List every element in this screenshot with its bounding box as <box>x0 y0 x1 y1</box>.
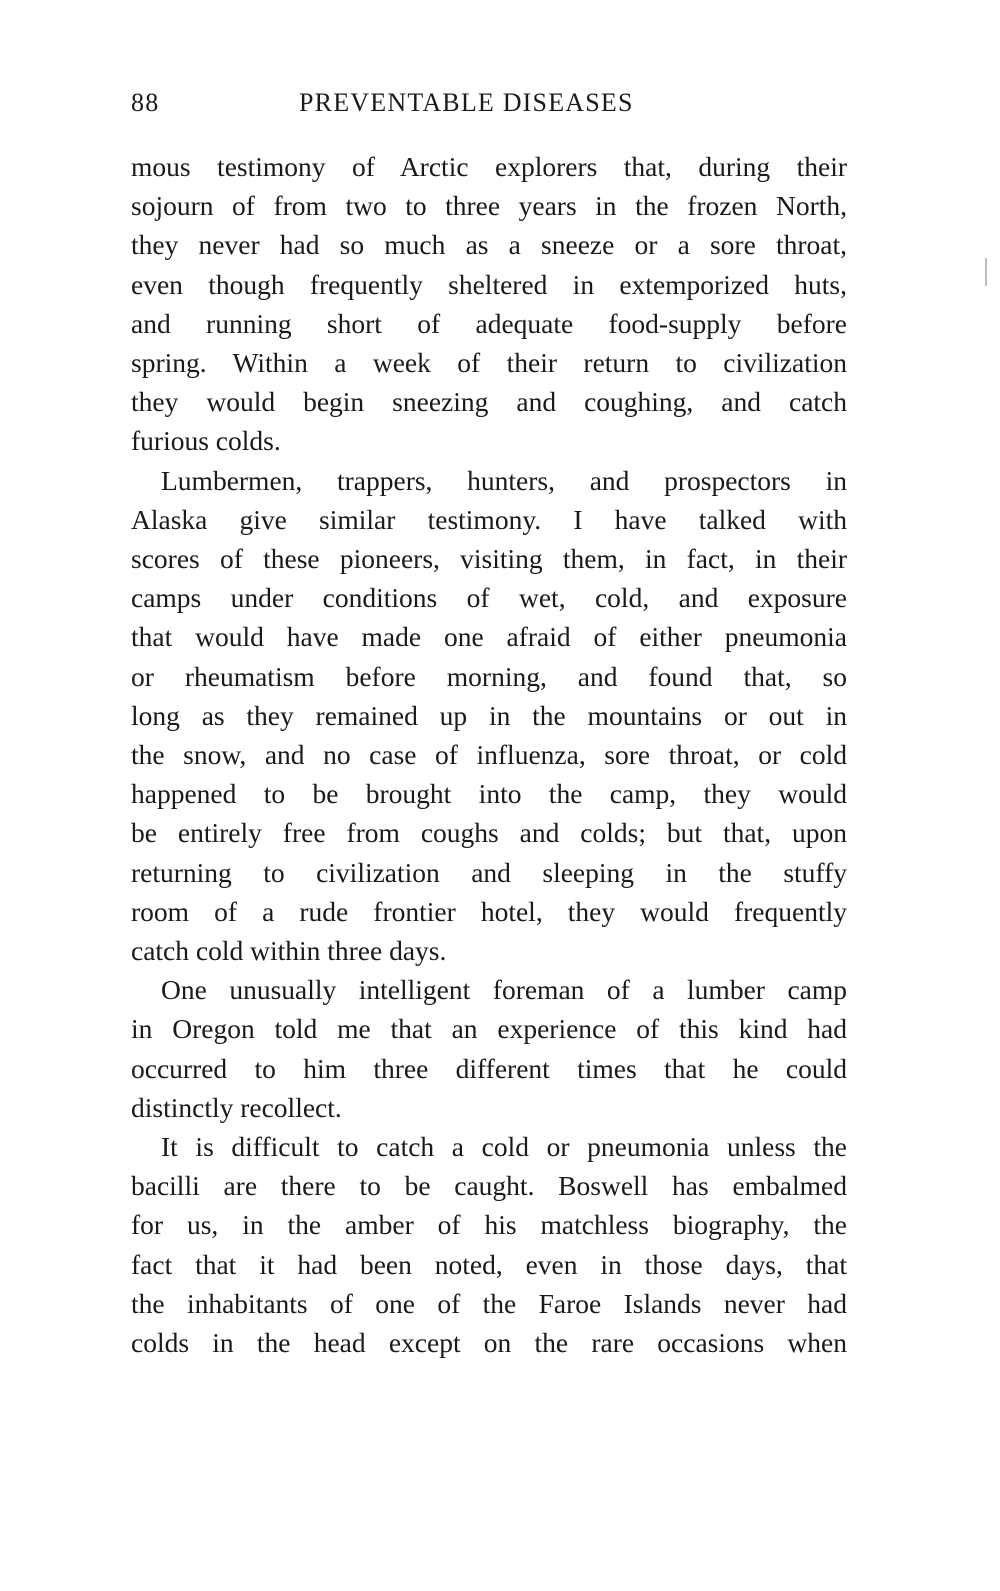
text-line: in Oregon told me that an experience of this kind had <box>131 1013 847 1045</box>
paragraph-4 <box>131 1127 847 1362</box>
text-line: be entirely free from coughs and colds; but that, upon <box>131 817 847 849</box>
paragraph-1 <box>131 147 847 461</box>
text-line: fact that it had been noted, even in those days, that <box>131 1248 847 1280</box>
text-line: that would have made one afraid of either pneumonia <box>131 621 847 653</box>
text-line: they never had so much as a sneeze or a sore throat, <box>131 229 847 261</box>
text-line: sojourn of from two to three years in the frozen North, <box>131 190 847 222</box>
text-line: for us, in the amber of his matchless biography, the <box>131 1209 847 1241</box>
paragraph-3 <box>131 970 847 1127</box>
running-title: PREVENTABLE DISEASES <box>299 88 634 117</box>
text-line: the inhabitants of one of the Faroe Islands never had <box>131 1287 847 1319</box>
text-line: bacilli are there to be caught. Boswell has embalmed <box>131 1170 847 1202</box>
text-line: Alaska give similar testimony. I have talked with <box>131 503 847 535</box>
text-line: mous testimony of Arctic explorers that, during their <box>131 151 847 182</box>
text-line: scores of these pioneers, visiting them, in fact, in their <box>131 543 847 575</box>
text-line: It is difficult to catch a cold or pneumonia unless the <box>161 1131 847 1163</box>
text-line: long as they remained up in the mountains or out in <box>131 699 847 731</box>
margin-mark <box>985 258 987 286</box>
text-line: camps under conditions of wet, cold, and exposure <box>131 582 847 614</box>
paragraph-2 <box>131 461 847 971</box>
text-line: and running short of adequate food-supply before <box>131 307 847 339</box>
text-line: catch cold within three days. <box>131 935 447 967</box>
text-line: returning to civilization and sleeping in the stuffy <box>131 856 847 888</box>
page-header <box>131 88 847 128</box>
text-line: room of a rude frontier hotel, they would frequently <box>131 895 847 927</box>
text-line: distinctly recollect. <box>131 1091 342 1123</box>
text-line: they would begin sneezing and coughing, and catch <box>131 386 847 418</box>
text-line: One unusually intelligent foreman of a lumber camp <box>161 974 847 1006</box>
body-text <box>131 147 847 1362</box>
text-line: the snow, and no case of influenza, sore throat, or cold <box>131 739 847 771</box>
text-line: even though frequently sheltered in extemporized huts, <box>131 268 847 300</box>
text-line: furious colds. <box>131 425 281 457</box>
text-line: or rheumatism before morning, and found that, so <box>131 660 847 692</box>
text-line: Lumbermen, trappers, hunters, and prospectors in <box>161 464 847 496</box>
text-line: colds in the head except on the rare occasions when <box>131 1327 847 1359</box>
page-number: 88 <box>131 88 160 117</box>
text-line: happened to be brought into the camp, they would <box>131 778 847 810</box>
text-line: spring. Within a week of their return to civilization <box>131 347 847 379</box>
text-line: occurred to him three different times that he could <box>131 1052 847 1084</box>
